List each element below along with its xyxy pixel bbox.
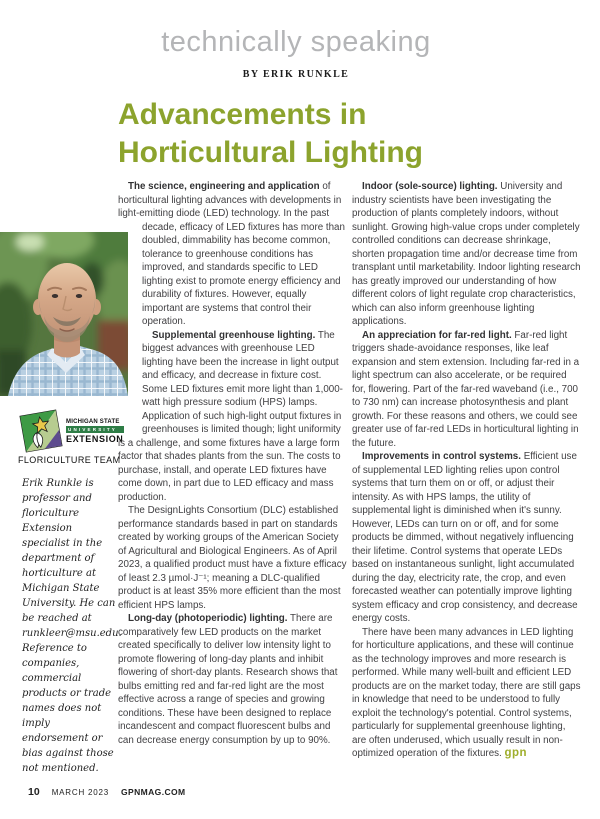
paragraph-lead: An appreciation for far-red light. — [362, 329, 512, 341]
msu-extension-logo — [18, 409, 128, 465]
paragraph — [118, 180, 347, 329]
paragraph-text: University and industry scientists have been investigating the production of plants completely indoors, without sunlight. Growing high-value crops under completely controlled conditions can decrease shrinkage, shorten propagation time and/or decrease time from transplant until marketability. Indoor lighting research has greatly improved our understanding of how different colors of light regulate crop characteristics, which can also inform greenhouse lighting applications. — [352, 181, 581, 327]
paragraph — [352, 329, 581, 451]
paragraph — [352, 450, 581, 626]
magazine-website: GPNMAG.COM — [121, 787, 186, 797]
gpn-logo: gpn — [504, 747, 528, 759]
article-column-left — [118, 180, 347, 747]
paragraph-lead: Supplemental greenhouse lighting. — [152, 329, 316, 341]
msu-extension-diamond-icon — [18, 409, 64, 453]
paragraph-lead: Improvements in control systems. — [362, 451, 521, 462]
paragraph-text: The biggest advances with greenhouse LED lighting have been the increase in light output and efficacy, and decrease in fixture cost. Some LED fixtures emit more light than 1,000-watt high pressure sodium (HPS) lamps. Application of such high-light output fixtures in greenhouses is limited though; light uniformity is a challenge, and some fixtures have a large form factor that shades plants from the sun. The costs to purchase, install, and operate LED fixtures have come down, in part due to LED efficacy and mass production. — [118, 329, 343, 503]
paragraph — [118, 612, 347, 747]
article-title-line2: Horticultural Lighting — [118, 136, 423, 169]
issue-date: MARCH 2023 — [51, 788, 110, 797]
article-column-right — [352, 180, 581, 761]
paragraph-lead: The science, engineering and application — [128, 181, 320, 192]
article-title — [118, 96, 538, 172]
paragraph-lead: Long-day (photoperiodic) lighting. — [128, 613, 288, 624]
paragraph-text: Far-red light triggers shade-avoidance responses, like leaf expansion and stem extension. Including far-red in a light spectrum can also accelerate, or be required for, flowering. Part of the far-red waveband (i.e., 700 to 730 nm) can increase photosynthesis and plant growth. For these reasons and others, we could see greater use of far-red LEDs in horticultural lighting in the future. — [352, 329, 580, 449]
article-title-line1: Advancements in — [118, 98, 367, 131]
paragraph — [118, 504, 347, 612]
paragraph-text: of horticultural lighting advances with developments in light-emitting diode (LED) technology. In the past decade, efficacy of LED fixtures has more than doubled, dimmability has become common, tolerance to greenhouse conditions has improved, and standards specific to LED lighting exist to promote energy efficiency and durability of fixtures. However, equally important are systems that control their operation. — [118, 181, 345, 327]
paragraph — [352, 180, 581, 329]
msu-logo-line1: MICHIGAN STATE — [66, 418, 120, 425]
paragraph-lead: Indoor (sole-source) lighting. — [362, 181, 498, 192]
floriculture-team-label: FLORICULTURE TEAM — [18, 455, 121, 465]
author-photo — [0, 232, 128, 396]
paragraph-text: There are comparatively few LED products on the market created specifically to deliver low intensity light to promote flowering of long-day plants and inhibit flowering of short-day plants. Research shows that bulbs emitting red and far-red light are the most effective across a range of species and growing conditions. These have been designed to replace incandescent and compact fluorescent bulbs and can decrease energy consumption by up to 90%. — [118, 613, 338, 746]
paragraph-text: There have been many advances in LED lighting for horticulture applications, and these will continue as the technology improves and more research is performed. While many well-built and efficient LED products are on the market today, there are still gaps in knowledge that need to be understood to fully exploit the technology's potential. Control systems, particularly for supplemental greenhouse lighting, are often underused, which usually result in non-optimized operation of the fixtures. — [352, 626, 581, 759]
author-bio: Erik Runkle is professor and floriculture Extension specialist in the department of horticulture at Michigan State University. He can be reached at runkleer@msu.edu. Reference to companies, commercial products or trade names does not imply endorsement or bias against those not mentioned. — [22, 478, 122, 774]
msu-logo-line3: EXTENSION — [66, 433, 124, 444]
page-footer — [28, 786, 186, 798]
author-photo-image — [0, 232, 128, 396]
page-number: 10 — [28, 786, 40, 798]
msu-logo-line2: UNIVERSITY — [66, 426, 124, 433]
paragraph — [352, 626, 581, 761]
section-kicker: technically speaking — [161, 26, 431, 58]
paragraph-text: Efficient use of supplemental LED lighting relies upon control systems that turn them on or off, or adjust their intensity. As with HPS lamps, the utility of supplemental light is diminished when it's sunny. However, LEDs can turn on or off, and for some products be dimmed, without negatively influencing their lifetime. Control systems that operate LEDs based on instantaneous sunlight, light accumulated during the day, electricity rate, the crop, and even forecasted weather can potentially improve lighting system efficacy and crop consistency, and decrease energy costs. — [352, 451, 578, 624]
paragraph — [118, 329, 347, 505]
byline: BY ERIK RUNKLE — [242, 69, 350, 80]
paragraph-text: The DesignLights Consortium (DLC) established performance standards based in part on standards created by working groups of the American Society of Agricultural and Biological Engineers. As of April 2023, a qualified product must have a fixture efficacy of least 2.3 µmol·J⁻¹; meaning a DLC-qualified product is at least 35% more efficient than the most efficient HPS lamps. — [118, 505, 347, 611]
